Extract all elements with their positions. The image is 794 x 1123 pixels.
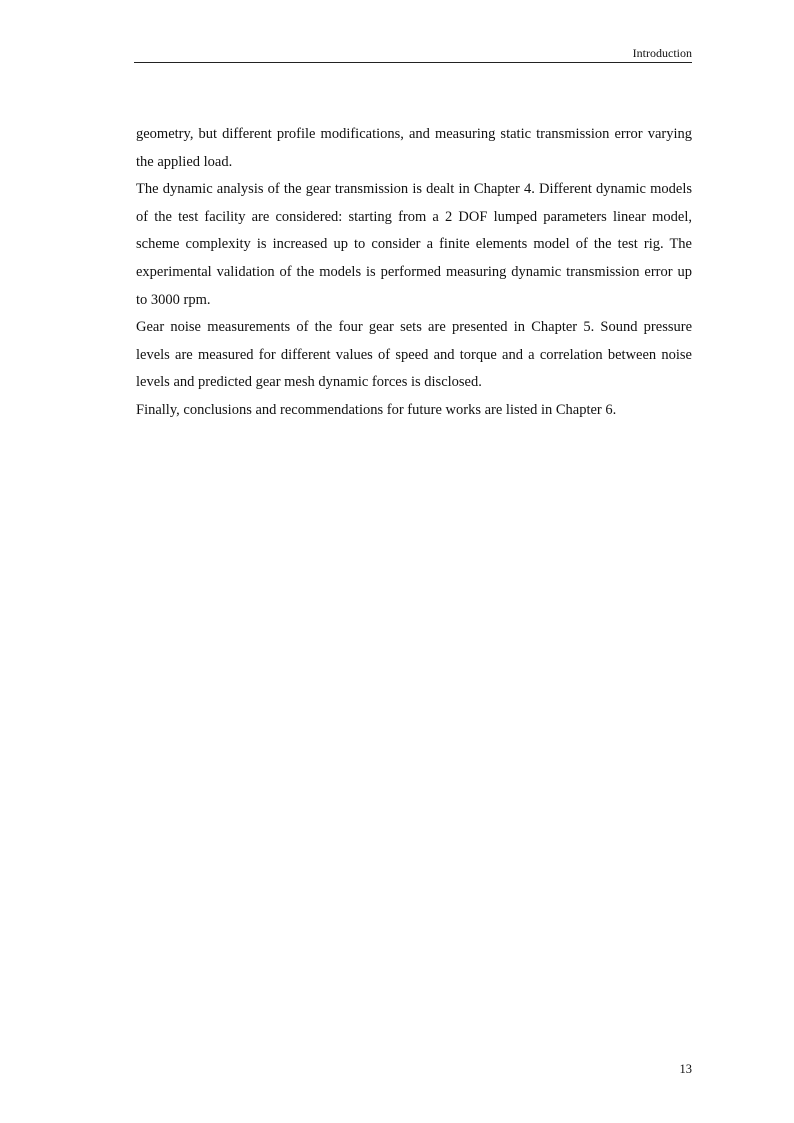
paragraph-continued: geometry, but different profile modifications, and measuring static transmission error varying the applied load. [136,126,692,170]
header-section-title: Introduction [632,46,692,60]
paragraph-noise-measurements: Gear noise measurements of the four gear sets are presented in Chapter 5. Sound pressure levels are measured for different values of speed and torque and a correlation between noise levels and predicted gear mesh dynamic forces is disclosed. [136,319,692,391]
page-number: 13 [679,1062,692,1076]
body-text [136,121,692,425]
paragraph-dynamic-analysis: The dynamic analysis of the gear transmission is dealt in Chapter 4. Different dynamic models of the test facility are considered: starting from a 2 DOF lumped parameters linear model, scheme complexity is increased up to consider a finite elements model of the test rig. The experimental validation of the models is performed measuring dynamic transmission error up to 3000 rpm. [136,181,692,308]
running-header [134,46,692,63]
paragraph-conclusions: Finally, conclusions and recommendations for future works are listed in Chapter 6. [136,401,617,418]
